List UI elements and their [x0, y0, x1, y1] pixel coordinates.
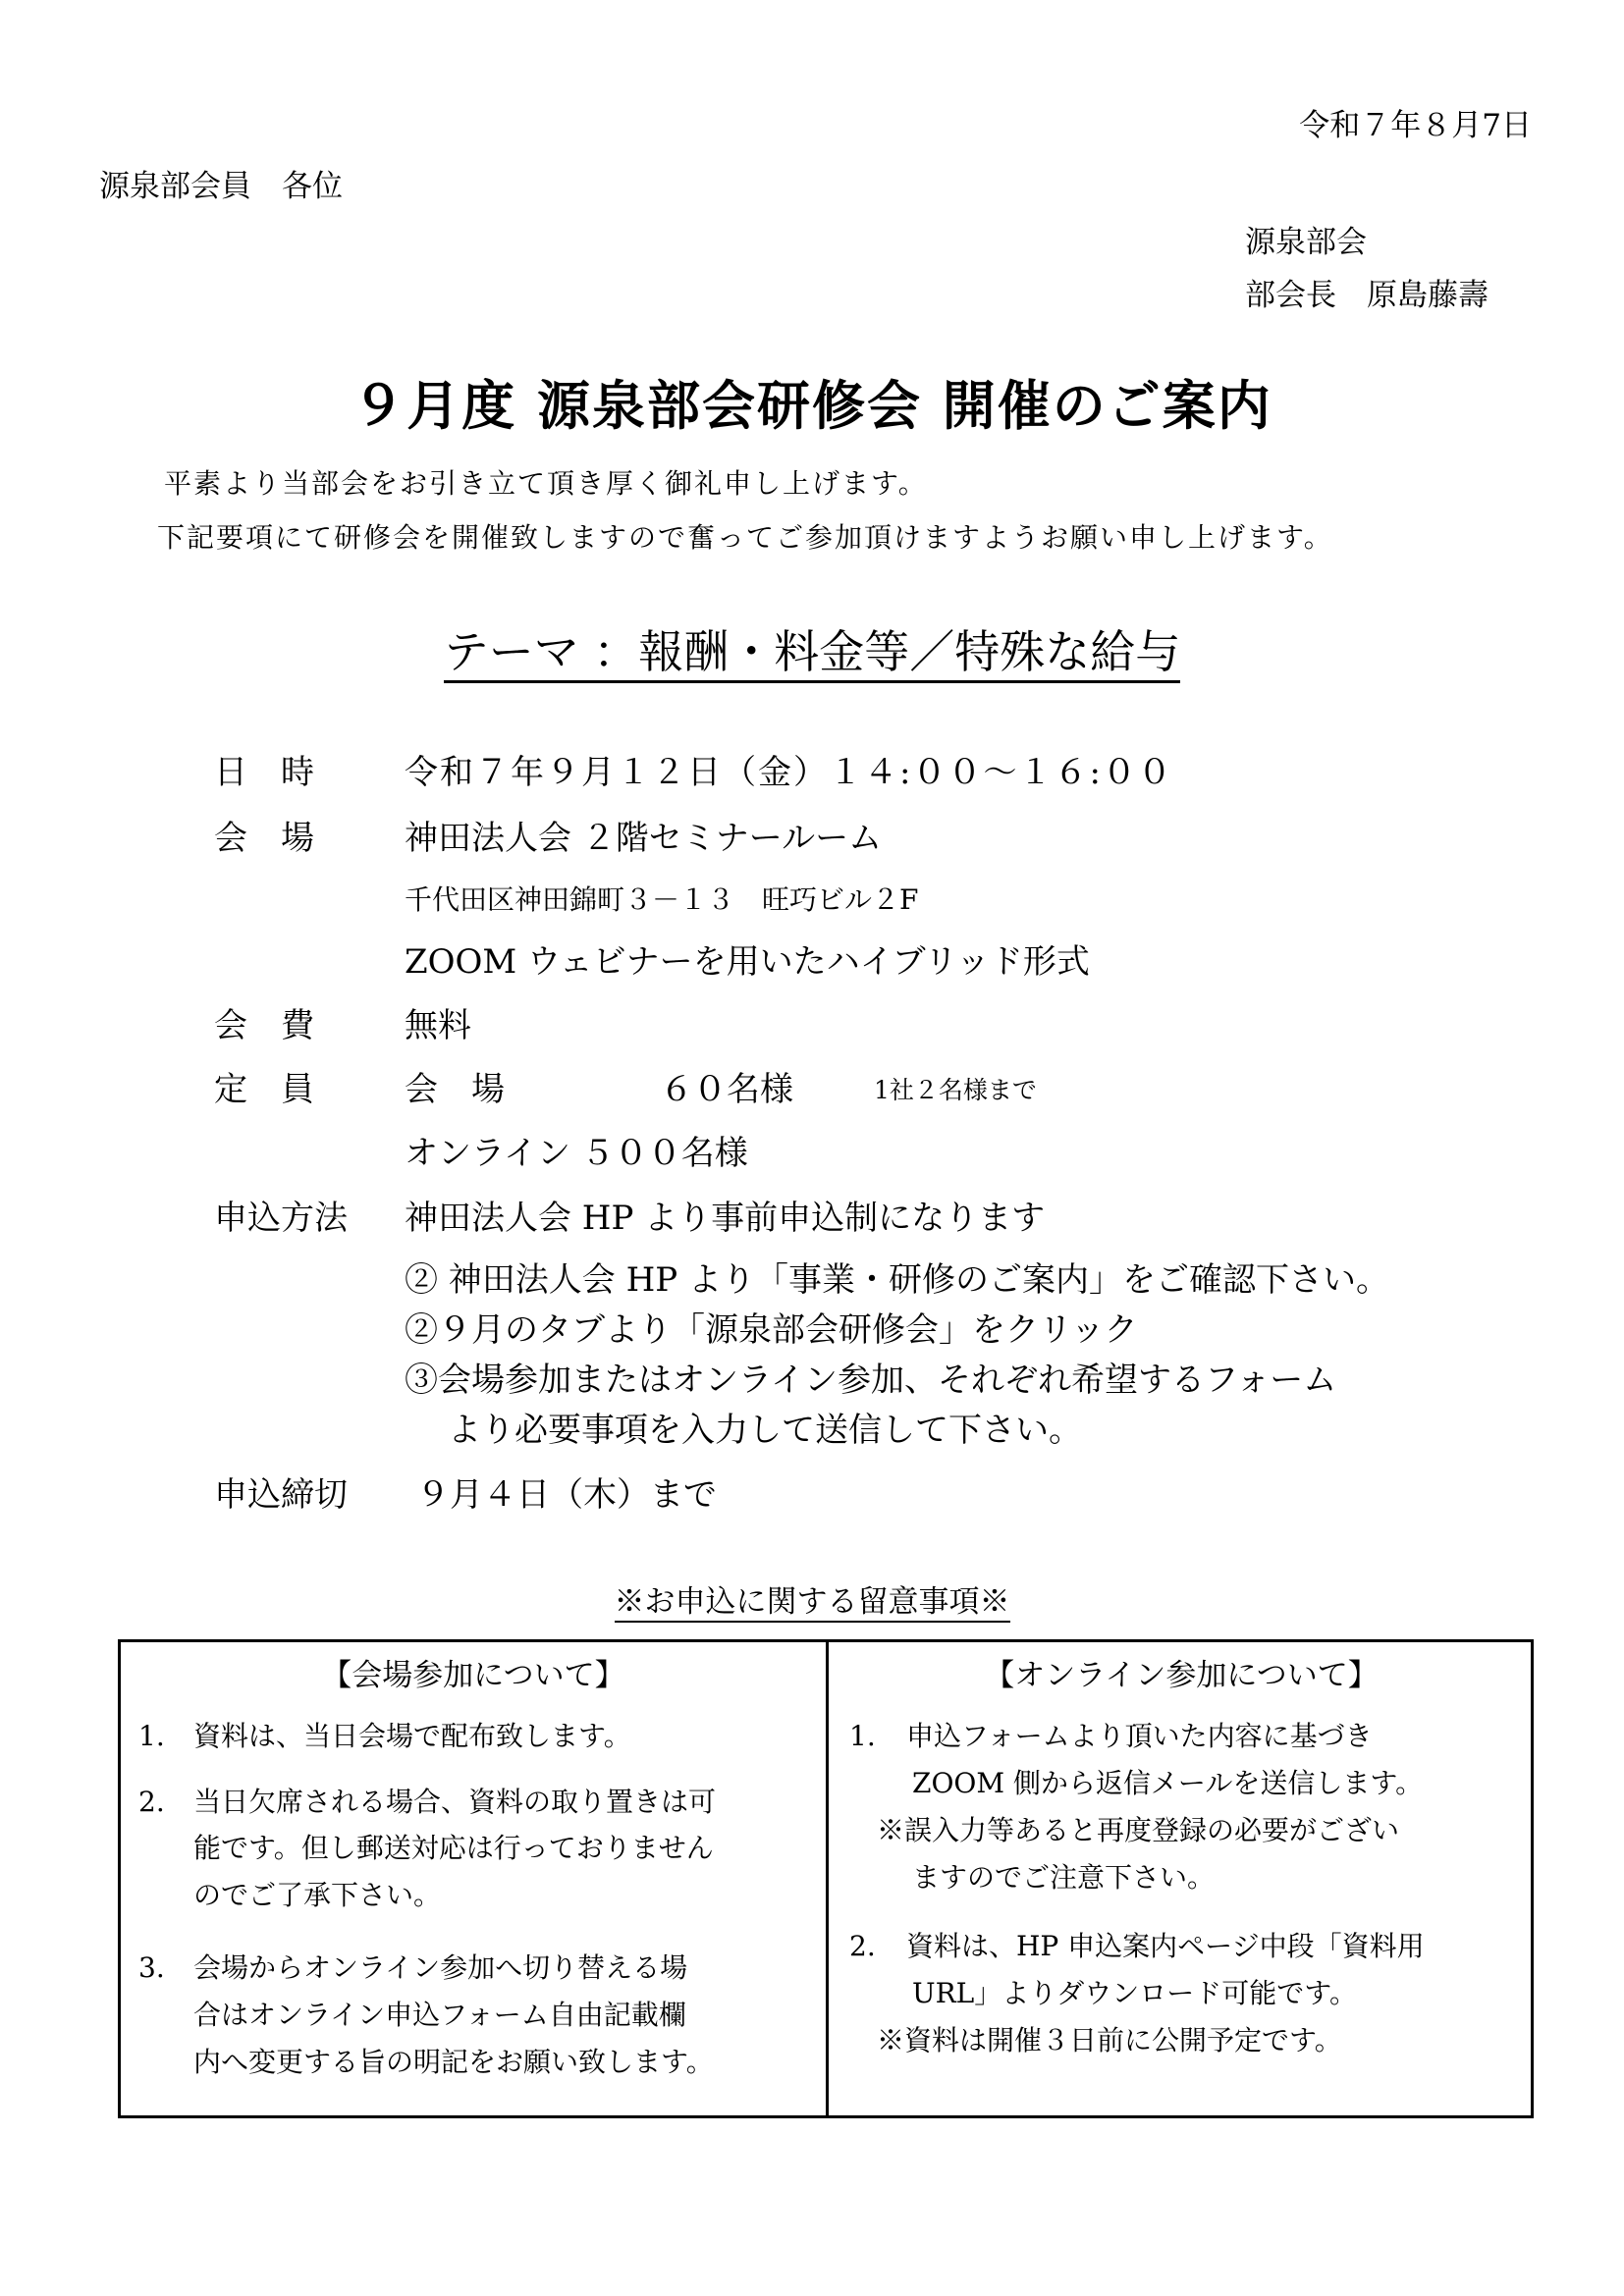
- capacity-venue-label: 会 場: [405, 1070, 505, 1109]
- notes-table: [118, 1639, 1534, 2118]
- fee-label: 会 費: [214, 1006, 314, 1045]
- notes-heading: [0, 1582, 1624, 1622]
- fee-value: 無料: [405, 1006, 471, 1045]
- online-note-1-caution-line-2: ますのでご注意下さい。: [912, 1861, 1216, 1894]
- venue-note-3-number: 3.: [138, 1951, 165, 1984]
- online-notes-title: 【オンライン参加について】: [984, 1658, 1379, 1693]
- venue-note-2-line-3: のでご了承下さい。: [193, 1879, 442, 1911]
- venue-note-3-line-2: 合はオンライン申込フォーム自由記載欄: [193, 1999, 686, 2031]
- apply-step-1: ② 神田法人会 HP より「事業・研修のご案内」をご確認下さい。: [405, 1260, 1389, 1300]
- online-note-2-line-2: URL」よりダウンロード可能です。: [912, 1977, 1358, 2009]
- online-note-1-line-2: ZOOM 側から返信メールを送信します。: [912, 1767, 1424, 1799]
- venue-format: ZOOM ウェビナーを用いたハイブリッド形式: [405, 942, 1090, 982]
- venue-note-2-line-1: 当日欠席される場合、資料の取り置きは可: [193, 1786, 717, 1818]
- deadline-value: ９月４日（木）まで: [416, 1475, 717, 1515]
- venue-note-1-number: 1.: [138, 1720, 165, 1752]
- intro-line-2: 下記要項にて研修会を開催致しますので奮ってご参加頂けますようお願い申し上げます。: [157, 521, 1333, 554]
- capacity-label: 定 員: [214, 1070, 314, 1109]
- notes-heading-text: ※お申込に関する留意事項※: [615, 1584, 1010, 1623]
- venue-note-1-line-1: 資料は、当日会場で配布致します。: [193, 1720, 631, 1752]
- apply-value: 神田法人会 HP より事前申込制になります: [405, 1199, 1046, 1238]
- page-title: ９月度 源泉部会研修会 開催のご案内: [352, 375, 1272, 437]
- recipient-line: 源泉部会員 各位: [99, 169, 343, 204]
- theme-heading: [0, 623, 1624, 680]
- intro-line-1: 平素より当部会をお引き立て頂き厚く御礼申し上げます。: [164, 467, 928, 500]
- venue-note-2-number: 2.: [138, 1786, 165, 1818]
- sender-name: 部会長 原島藤壽: [1245, 278, 1489, 313]
- capacity-venue-count: ６０名様: [660, 1070, 793, 1109]
- datetime-label: 日 時: [214, 753, 314, 792]
- online-note-2-line-1: 資料は、HP 申込案内ページ中段「資料用: [906, 1930, 1425, 1962]
- apply-step-2: ②９月のタブより「源泉部会研修会」をクリック: [405, 1310, 1138, 1350]
- theme-text: テーマ ：報酬・料金等／特殊な給与: [444, 625, 1181, 683]
- document-date: 令和７年８月7日: [1299, 108, 1532, 143]
- capacity-online: オンライン ５００名様: [405, 1134, 748, 1173]
- sender-block: [1245, 216, 1489, 322]
- apply-step-3: ③会場参加またはオンライン参加、それぞれ希望するフォーム: [405, 1361, 1337, 1400]
- venue-address: 千代田区神田錦町３－１３ 旺巧ビル２F: [405, 883, 919, 916]
- capacity-venue-note: 1社２名様まで: [874, 1076, 1037, 1104]
- sender-organization: 源泉部会: [1245, 225, 1367, 260]
- deadline-label: 申込締切: [214, 1475, 348, 1515]
- online-note-1-caution-line-1: ※誤入力等あると再度登録の必要がござい: [877, 1814, 1400, 1846]
- online-note-1-line-1: 申込フォームより頂いた内容に基づき: [906, 1720, 1373, 1752]
- notes-divider: [826, 1642, 829, 2115]
- datetime-value: 令和７年９月１２日（金）１４:００～１６:００: [405, 753, 1173, 792]
- online-note-2-number: 2.: [849, 1930, 876, 1962]
- venue-note-2-line-2: 能です。但し郵送対応は行っておりません: [193, 1832, 714, 1864]
- online-note-1-number: 1.: [849, 1720, 876, 1752]
- venue-notes-title: 【会場参加について】: [321, 1658, 625, 1693]
- venue-note-3-line-1: 会場からオンライン参加へ切り替える場: [193, 1951, 688, 1984]
- venue-label: 会 場: [214, 819, 314, 858]
- venue-value: 神田法人会 ２階セミナールーム: [405, 819, 883, 858]
- apply-label: 申込方法: [214, 1199, 348, 1238]
- online-note-2-caution: ※資料は開催３日前に公開予定です。: [877, 2024, 1342, 2056]
- venue-note-3-line-3: 内へ変更する旨の明記をお願い致します。: [193, 2046, 714, 2078]
- apply-step-3-continued: より必要事項を入力して送信して下さい。: [448, 1411, 1082, 1450]
